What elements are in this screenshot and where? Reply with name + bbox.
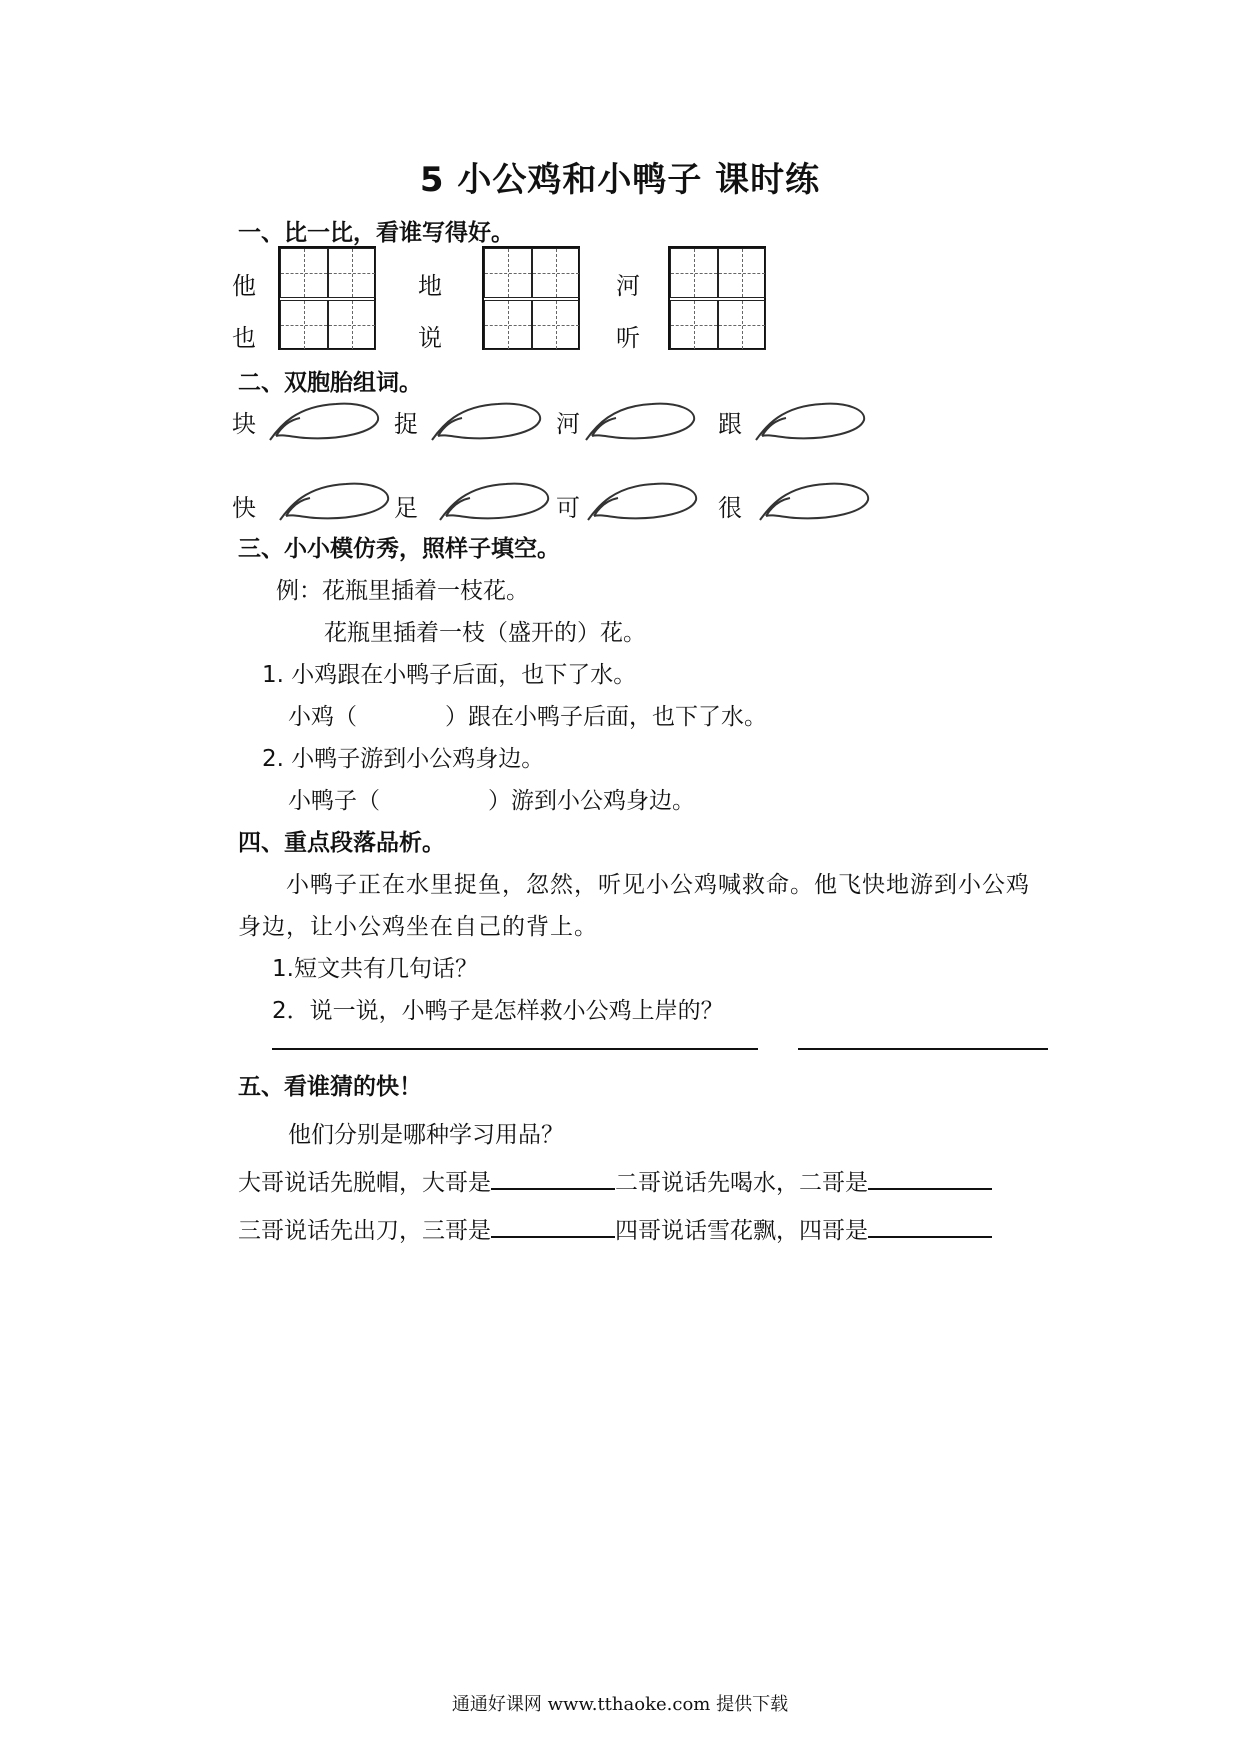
question-2: 2. 小鸭子游到小公鸡身边。	[262, 746, 545, 772]
char-ta: 他	[232, 272, 256, 300]
pair-char-ke: 可	[556, 494, 580, 522]
char-shuo: 说	[418, 324, 442, 352]
analysis-question-1: 1.短文共有几句话？	[272, 956, 478, 982]
riddle-1: 大哥说话先脱帽，大哥是	[238, 1170, 491, 1196]
leaf-answer-icon[interactable]	[428, 396, 546, 446]
pair-char-he: 河	[556, 410, 580, 438]
riddle-row-1	[238, 1164, 992, 1197]
fill-2-left: 小鸭子（	[288, 788, 380, 814]
char-ting: 听	[616, 324, 640, 352]
section4-heading: 四、重点段落品析。	[238, 830, 445, 856]
char-he: 河	[616, 272, 640, 300]
example-sentence: 例：花瓶里插着一枝花。	[276, 578, 529, 604]
leaf-answer-icon[interactable]	[436, 476, 554, 526]
pair-char-gen: 跟	[718, 410, 742, 438]
paragraph-line-2: 身边，让小公鸡坐在自己的背上。	[238, 914, 598, 940]
pair-char-kuai2: 快	[232, 494, 256, 522]
answer-line[interactable]	[798, 1048, 1048, 1050]
fill-1-right: ）跟在小鸭子后面，也下了水。	[445, 704, 767, 730]
char-di: 地	[418, 272, 442, 300]
leaf-answer-icon[interactable]	[582, 396, 700, 446]
example-answer: 花瓶里插着一枝（盛开的）花。	[324, 620, 646, 646]
writing-grid-3[interactable]	[668, 246, 766, 350]
leaf-answer-icon[interactable]	[266, 396, 384, 446]
paragraph-line-1: 小鸭子正在水里捉鱼，忽然，听见小公鸡喊救命。他飞快地游到小公鸡	[286, 872, 1030, 898]
riddle-prompt: 他们分别是哪种学习用品？	[288, 1122, 564, 1148]
riddle-4: 四哥说话雪花飘，四哥是	[615, 1218, 868, 1244]
leaf-answer-icon[interactable]	[752, 396, 870, 446]
pair-char-hen: 很	[718, 494, 742, 522]
char-ye: 也	[232, 324, 256, 352]
leaf-answer-icon[interactable]	[276, 476, 394, 526]
riddle-3: 三哥说话先出刀，三哥是	[238, 1218, 491, 1244]
pair-char-zhuo: 捉	[394, 410, 418, 438]
question-1: 1. 小鸡跟在小鸭子后面，也下了水。	[262, 662, 637, 688]
leaf-answer-icon[interactable]	[756, 476, 874, 526]
section5-heading: 五、看谁猜的快！	[238, 1074, 422, 1100]
leaf-answer-icon[interactable]	[584, 476, 702, 526]
riddle-row-2	[238, 1212, 992, 1245]
riddle-2: 二哥说话先喝水，二哥是	[615, 1170, 868, 1196]
writing-grid-2[interactable]	[482, 246, 580, 350]
riddle-3-answer[interactable]	[491, 1216, 615, 1238]
analysis-question-2: 2．说一说，小鸭子是怎样救小公鸡上岸的？	[272, 998, 724, 1024]
answer-line[interactable]	[272, 1048, 758, 1050]
fill-1[interactable]	[288, 698, 767, 731]
fill-1-left: 小鸡（	[288, 704, 357, 730]
pair-char-kuai: 块	[232, 410, 256, 438]
riddle-4-answer[interactable]	[868, 1216, 992, 1238]
fill-2[interactable]	[288, 782, 695, 815]
section1-heading: 一、比一比，看谁写得好。	[238, 220, 514, 246]
page-title: 5 小公鸡和小鸭子 课时练	[419, 160, 821, 200]
fill-2-right: ）游到小公鸡身边。	[488, 788, 695, 814]
section2-heading: 二、双胞胎组词。	[238, 370, 422, 396]
pair-char-zu: 足	[394, 494, 418, 522]
section3-heading: 三、小小模仿秀，照样子填空。	[238, 536, 560, 562]
riddle-1-answer[interactable]	[491, 1168, 615, 1190]
riddle-2-answer[interactable]	[868, 1168, 992, 1190]
footer-source: 通通好课网 www.tthaoke.com 提供下载	[451, 1694, 789, 1715]
writing-grid-1[interactable]	[278, 246, 376, 350]
